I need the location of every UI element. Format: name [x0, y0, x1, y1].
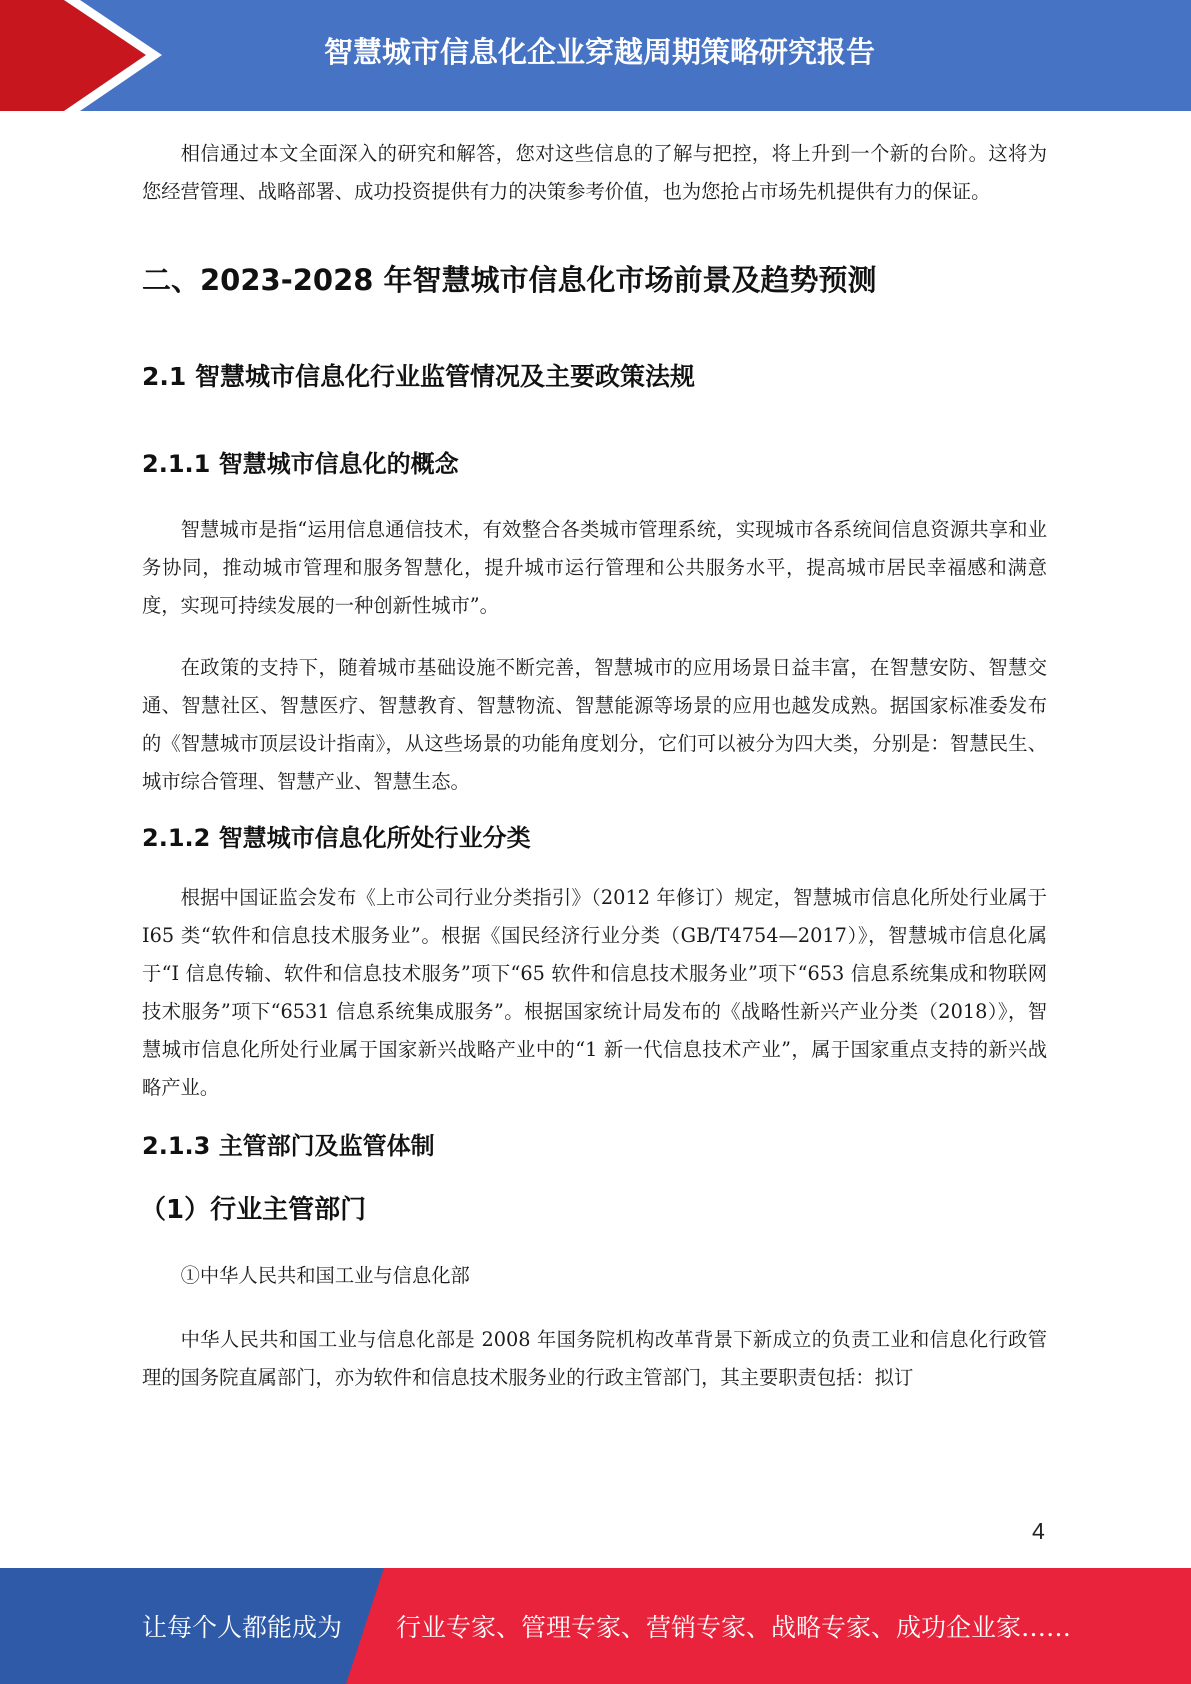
page-header — [0, 0, 1191, 111]
page-number: 4 — [1032, 1518, 1045, 1544]
section-2-1-1-heading: 2.1.1 智慧城市信息化的概念 — [142, 450, 459, 478]
concept-paragraph-1: 智慧城市是指“运用信息通信技术，有效整合各类城市管理系统，实现城市各系统间信息资源共享和业务协同，推动城市管理和服务智慧化，提升城市运行管理和公共服务水平，提高城市居民幸福感和满意度，实现可持续发展的一种创新性城市”。 — [142, 518, 1047, 617]
intro-paragraph: 相信通过本文全面深入的研究和解答，您对这些信息的了解与把控，将上升到一个新的台阶。这将为您经营管理、战略部署、成功投资提供有力的决策参考价值，也为您抢占市场先机提供有力的保证。 — [142, 142, 1047, 203]
classification-paragraph: 根据中国证监会发布《上市公司行业分类指引》（2012 年修订）规定，智慧城市信息化所处行业属于 I65 类“软件和信息技术服务业”。根据《国民经济行业分类（GB/T4754—2017）》，智慧城市信息化属于“I 信息传输、软件和信息技术服务”项下“65 软件和信息技术服务业”项下“653 信息系统集成和物联网技术服务”项下“6531 信息系统集成服务”。根据国家统计局发布的《战略性新兴产业分类（2018）》，智慧城市信息化所处行业属于国家新兴战略产业中的“1 新一代信息技术产业”，属于国家重点支持的新兴战略产业。 — [142, 886, 1047, 1099]
report-title: 智慧城市信息化企业穿越周期策略研究报告 — [324, 35, 876, 69]
ministry-paragraph: 中华人民共和国工业与信息化部是 2008 年国务院机构改革背景下新成立的负责工业和信息化行政管理的国务院直属部门，亦为软件和信息技术服务业的行政主管部门，其主要职责包括：拟订 — [142, 1328, 1047, 1389]
section-2-1-2-heading: 2.1.2 智慧城市信息化所处行业分类 — [142, 824, 531, 852]
section-2-1-3-heading: 2.1.3 主管部门及监管体制 — [142, 1132, 435, 1160]
section-2-heading: 二、2023-2028 年智慧城市信息化市场前景及趋势预测 — [142, 263, 877, 297]
subsection-1-heading: （1）行业主管部门 — [140, 1195, 367, 1225]
section-2-1-heading: 2.1 智慧城市信息化行业监管情况及主要政策法规 — [142, 362, 695, 391]
page-footer — [0, 1568, 1191, 1684]
ministry-item-label: ①中华人民共和国工业与信息化部 — [180, 1264, 470, 1287]
page-content — [142, 135, 1047, 1397]
concept-paragraph-2: 在政策的支持下，随着城市基础设施不断完善，智慧城市的应用场景日益丰富，在智慧安防、智慧交通、智慧社区、智慧医疗、智慧教育、智慧物流、智慧能源等场景的应用也越发成熟。据国家标准委发布的《智慧城市顶层设计指南》，从这些场景的功能角度划分，它们可以被分为四大类，分别是：智慧民生、城市综合管理、智慧产业、智慧生态。 — [142, 656, 1047, 793]
footer-slogan-left: 让每个人都能成为 — [142, 1613, 343, 1642]
footer-slogan-right: 行业专家、管理专家、营销专家、战略专家、成功企业家…… — [396, 1613, 1072, 1642]
